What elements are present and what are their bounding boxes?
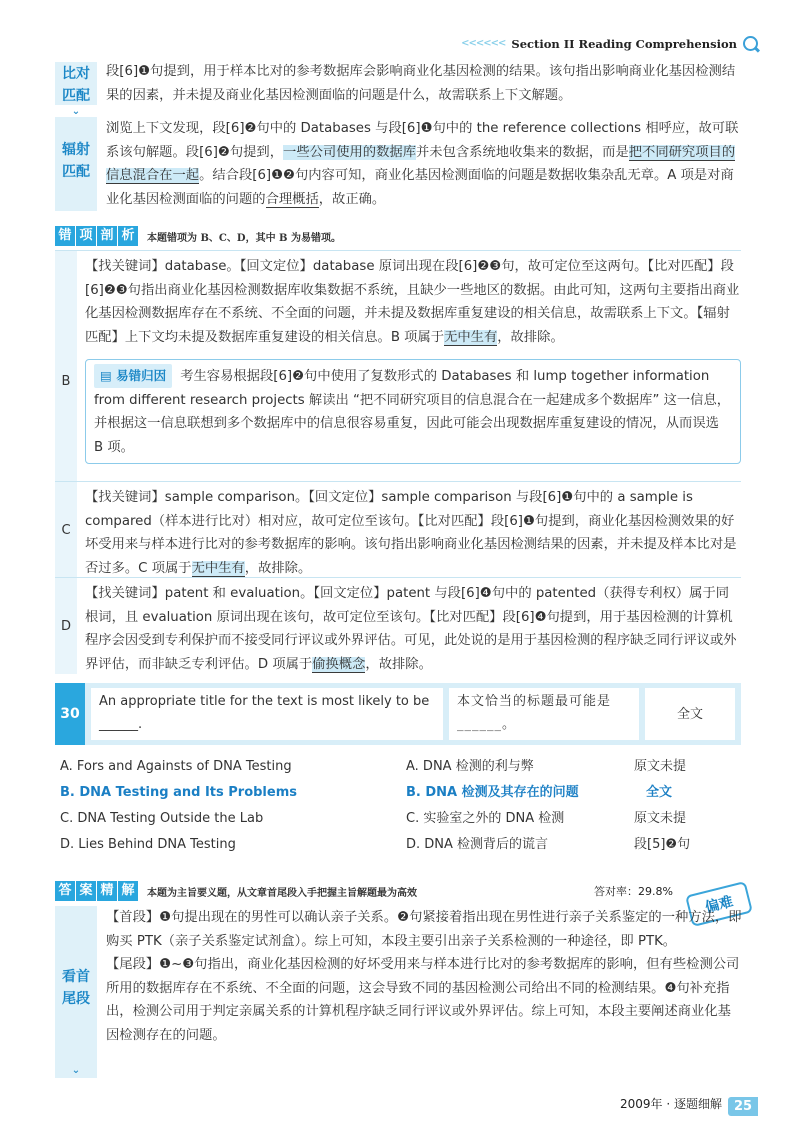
question-stem-cn: 本文恰当的标题最可能是______。: [457, 694, 612, 732]
magnifier-icon: [743, 36, 758, 51]
choice-d-en: D. Lies Behind DNA Testing: [60, 837, 236, 852]
radiate-underline: 合理概括: [265, 191, 319, 207]
answer-title-char: 答: [55, 881, 75, 901]
choice-c-en: C. DNA Testing Outside the Lab: [60, 811, 264, 826]
option-c-highlight: 无中生有: [191, 560, 245, 576]
section-title: Section II Reading Comprehension: [511, 36, 737, 51]
option-letter: C: [55, 482, 77, 578]
choice-c-cn: C. 实验室之外的 DNA 检测: [406, 811, 565, 826]
wrong-title-char: 项: [76, 226, 96, 246]
option-b-text2: ，故排除。: [497, 329, 564, 345]
choices-list: [60, 754, 740, 858]
option-letter: D: [55, 578, 77, 674]
option-letter: B: [55, 251, 77, 511]
answer-title: [55, 881, 139, 901]
question-30: [55, 683, 741, 745]
option-c-body: [85, 486, 741, 580]
radiate-highlight-1: 一些公司使用的数据库: [283, 144, 416, 160]
compare-label-line1: 比对: [62, 66, 90, 82]
last-para-summary: 【尾段】❶~❸句指出，商业化基因检测的好坏受用来与样本进行比对的参考数据库的影响，但有些检测公司所用的数据库存在不系统、不全面的问题，这会导致不同的基因检测公司给出不同的检测结果。❹句补充指出，检测公司用于判定亲属关系的计算机程序缺乏同行评议或外界评估。综上可知，本段主要阐述商业化基因检测存在的问题。: [106, 957, 740, 1043]
answer-title-char: 精: [97, 881, 117, 901]
answer-note: 本题为主旨要义题，从文章首尾段入手把握主旨解题最为高效: [147, 887, 417, 899]
tip-text: 考生容易根据段[6]❷句中使用了复数形式的 Databases 和 lump together information from different research projects 解读出 “把不同研究项目的信息混合在一起建成多个数据库” 这一信息，并根据这一信息联想到多个数据库中的信息很容易重复，因此可能会出现数据库重复建设的情况，从而误选 B 项。: [94, 369, 731, 455]
chevron-down-icon: ⌄: [71, 106, 81, 117]
choice-a-en: A. Fors and Againsts of DNA Testing: [60, 759, 292, 774]
tip-box: [85, 359, 741, 464]
radiate-match-text: [106, 117, 742, 211]
option-d-analysis: [55, 577, 741, 674]
option-c-analysis: [55, 481, 741, 578]
answer-title-char: 案: [76, 881, 96, 901]
first-last-text: [106, 906, 742, 1047]
choice-b: [60, 780, 740, 806]
radiate-t2: 并未包含系统地收集来的数据，而是: [416, 144, 629, 160]
radiate-t4: ，故正确。: [318, 191, 386, 207]
page-number: 25: [728, 1097, 758, 1116]
choice-d-cn: D. DNA 检测背后的谎言: [406, 837, 549, 852]
compare-match-text: 段[6]❶句提到，用于样本比对的参考数据库会影响商业化基因检测的结果。该句指出影响商业化基因检测结果的因素，并未提及商业化基因检测面临的问题是什么，故需联系上下文解题。: [106, 64, 736, 103]
first-last-label-line1: 看首: [62, 969, 90, 985]
option-d-body: [85, 582, 741, 676]
wrong-title-char: 错: [55, 226, 75, 246]
answer-title-char: 解: [118, 881, 138, 901]
option-c-text1: 【找关键词】sample comparison。【回文定位】sample comparison 与段[6]❶句中的 a sample is compared（样本进行比对）相对应，故可定位至该句。【比对匹配】段[6]❶句提到，商业化基因检测效果的好坏受用来与样本进行比对的参考数据库的影响。该句指出影响商业化基因检测结果的因素，并未提及样本比对是否过多。C 项属于: [85, 490, 737, 576]
option-b-analysis: [55, 250, 741, 511]
question-number: 30: [55, 683, 85, 745]
tip-badge-label: 易错归因: [116, 368, 167, 383]
choice-c: [60, 806, 740, 832]
choice-d: [60, 832, 740, 858]
difficulty-stamp: 偏难: [685, 881, 753, 927]
question-source-cell: [645, 688, 735, 740]
first-para-summary: 【首段】❶句提出现在的男性可以确认亲子关系。❷句紧接着指出现在男性进行亲子关系鉴定的一种方法，即购买 PTK（亲子关系鉴定试剂盒）。综上可知，本段主要引出亲子关系检测的一种途径，即 PTK。: [106, 910, 742, 949]
option-d-text2: ，故排除。: [365, 656, 432, 672]
choice-b-cn: B. DNA 检测及其存在的问题: [406, 785, 579, 800]
radiate-t1: 浏览上下文发现，段[6]❷句中的 Databases 与段[6]❶句中的 the reference collections 相呼应，故可联系该句解题。段[6]❷句提到，: [106, 121, 739, 160]
wrong-analysis-banner: [55, 226, 341, 246]
compare-label-line2: 匹配: [62, 88, 90, 104]
first-last-label-line2: 尾段: [62, 991, 90, 1007]
choice-c-src: 原文未提: [634, 811, 687, 826]
radiate-t3: 。结合段[6]❶❷句内容可知，商业化基因检测面临的问题是数据收集杂乱无章。A 项是对商业化基因检测面临的问题的: [106, 168, 734, 207]
radiate-match-label: [55, 117, 97, 211]
radiate-label-line1: 辐射: [62, 142, 90, 158]
question-stem-en: An appropriate title for the text is most likely to be ______.: [99, 694, 430, 732]
choice-b-src: 全文: [646, 785, 673, 800]
compare-match-label: [55, 62, 97, 117]
choice-b-en: B. DNA Testing and Its Problems: [60, 785, 297, 800]
wrong-title-char: 剖: [97, 226, 117, 246]
page-header: [461, 36, 758, 51]
option-c-text2: ，故排除。: [244, 560, 312, 576]
wrong-analysis-title: [55, 226, 139, 246]
first-last-label: [55, 906, 97, 1078]
footer-text: 2009年 · 逐题细解: [620, 1097, 722, 1111]
answer-banner: [55, 880, 741, 902]
header-arrows: <<<<<<: [461, 38, 506, 49]
question-source: 全文: [676, 706, 703, 722]
radiate-label-line2: 匹配: [62, 164, 90, 180]
wrong-analysis-note: 本题错项为 B、C、D，其中 B 为易错项。: [147, 232, 341, 244]
question-stem-cn-cell: [449, 688, 639, 740]
tip-icon: ▤: [100, 368, 117, 383]
wrong-title-char: 析: [118, 226, 138, 246]
choice-a-cn: A. DNA 检测的利与弊: [406, 759, 534, 774]
chevron-down-icon: ⌄: [71, 1065, 81, 1076]
option-d-highlight: 偷换概念: [312, 656, 366, 672]
option-d-text1: 【找关键词】patent 和 evaluation。【回文定位】patent 与段[6]❹句中的 patented（获得专利权）属于同根词，且 evaluation 原词出现在该句，故可定位至该句。【比对匹配】段[6]❹句提到，用于基因检测的计算机程序会因受到专利保护而不接受同行评议或外界评估。可见，此处说的是用于基因检测的程序缺乏同行评议或外界评估，而非缺乏专利评估。D 项属于: [85, 586, 737, 672]
choice-a-src: 原文未提: [634, 759, 687, 774]
choice-a: [60, 754, 740, 780]
choice-d-src: 段[5]❷句: [634, 837, 691, 852]
radiate-highlight-2: 把不同研究项目的信息混合在一起: [106, 144, 736, 183]
tip-badge: [94, 364, 172, 388]
option-b-highlight: 无中生有: [444, 329, 498, 345]
question-stem-en-cell: [91, 688, 443, 740]
option-b-body: [85, 255, 741, 464]
option-b-text1: 【找关键词】database。【回文定位】database 原词出现在段[6]❷❸句，故可定位至这两句。【比对匹配】段[6]❷❸句指出商业化基因检测数据库收集数据不系统，且缺少一些地区的数据。由此可知，这两句主要指出商业化基因检测数据库存在不系统、不全面的问题，并未提及数据库重复建设的相关信息，故需联系上下文。【辐射匹配】上下文均未提及数据库重复建设的相关信息。B 项属于: [85, 259, 740, 345]
correct-rate: 答对率：29.8%: [594, 885, 673, 898]
